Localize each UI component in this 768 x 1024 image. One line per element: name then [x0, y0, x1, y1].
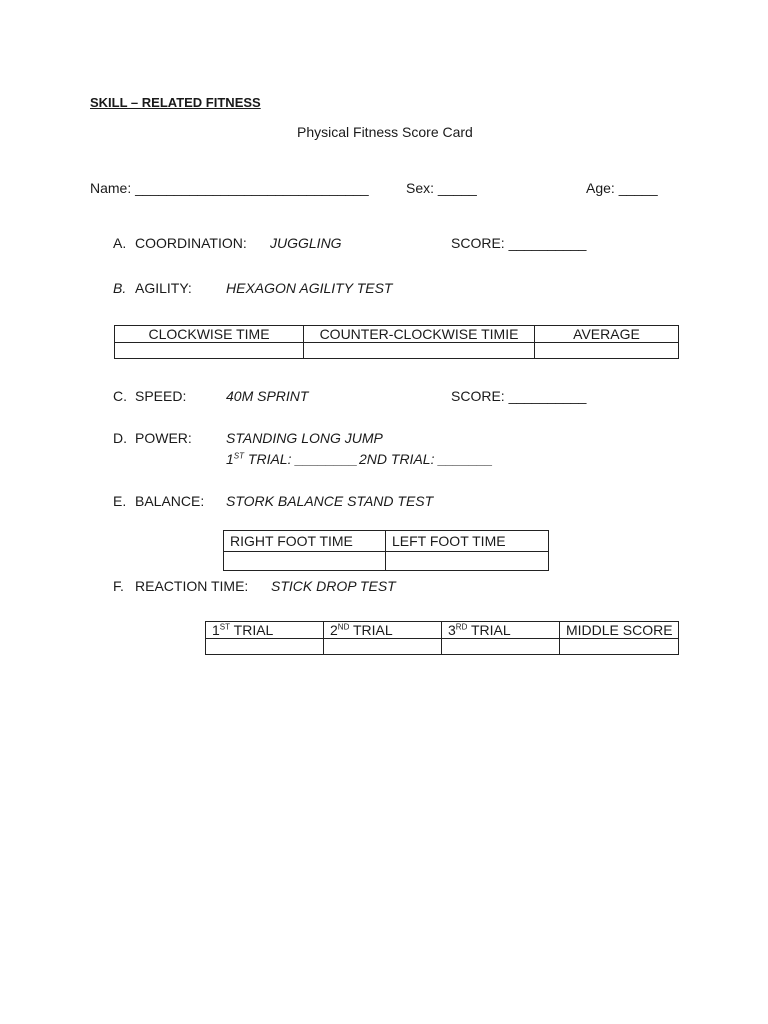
- section-d-test: STANDING LONG JUMP: [226, 430, 383, 446]
- agility-table: [114, 325, 679, 359]
- trial-ordinal: ND: [337, 622, 350, 632]
- agility-header-clockwise: CLOCKWISE TIME: [115, 326, 304, 343]
- table-row: [206, 622, 679, 639]
- power-trial-2: 2ND TRIAL: _______: [359, 451, 493, 467]
- trial-number: 3: [448, 622, 456, 638]
- section-a-score: SCORE: __________: [451, 235, 587, 251]
- section-f-label: REACTION TIME:: [135, 578, 249, 594]
- section-e-test: STORK BALANCE STAND TEST: [226, 493, 434, 509]
- table-row: [115, 326, 679, 343]
- name-field: Name: ______________________________: [90, 180, 369, 196]
- section-b-test: HEXAGON AGILITY TEST: [226, 280, 393, 296]
- reaction-cell-trial-3[interactable]: [442, 639, 560, 655]
- trial-text: TRIAL: ________: [244, 451, 358, 467]
- trial-ordinal: RD: [455, 622, 468, 632]
- agility-header-average: AVERAGE: [535, 326, 679, 343]
- section-c-score: SCORE: __________: [451, 388, 587, 404]
- table-row: [206, 639, 679, 655]
- section-a-label: COORDINATION:: [135, 235, 247, 251]
- section-e-label: BALANCE:: [135, 493, 205, 509]
- sex-field: Sex: _____: [406, 180, 477, 196]
- balance-header-right-foot: RIGHT FOOT TIME: [224, 531, 386, 552]
- power-trial-1: [226, 452, 358, 466]
- balance-cell-right-foot[interactable]: [224, 552, 386, 571]
- reaction-header-trial-1: [206, 622, 324, 639]
- section-d-letter: D.: [113, 430, 127, 446]
- reaction-header-trial-3: [442, 622, 560, 639]
- section-c-label: SPEED:: [135, 388, 187, 404]
- agility-cell-clockwise[interactable]: [115, 343, 304, 359]
- table-row: [115, 343, 679, 359]
- header-text: MIDDLE SCORE: [566, 622, 673, 638]
- section-heading: SKILL – RELATED FITNESS: [90, 95, 261, 110]
- trial-number: 2: [330, 622, 338, 638]
- reaction-cell-trial-2[interactable]: [324, 639, 442, 655]
- agility-cell-counter-clockwise[interactable]: [304, 343, 535, 359]
- reaction-cell-trial-1[interactable]: [206, 639, 324, 655]
- section-a-test: JUGGLING: [270, 235, 342, 251]
- reaction-header-trial-2: [324, 622, 442, 639]
- trial-text: TRIAL: [230, 622, 274, 638]
- reaction-cell-middle-score[interactable]: [560, 639, 679, 655]
- section-c-test: 40M SPRINT: [226, 388, 309, 404]
- trial-number: 1: [212, 622, 220, 638]
- document-title: Physical Fitness Score Card: [297, 124, 473, 140]
- table-row: [224, 531, 549, 552]
- section-b-letter: B.: [113, 280, 127, 296]
- agility-header-counter-clockwise: COUNTER-CLOCKWISE TIMIE: [304, 326, 535, 343]
- trial-text: TRIAL: [467, 622, 511, 638]
- section-b-label: AGILITY:: [135, 280, 192, 296]
- balance-table: [223, 530, 549, 571]
- table-row: [224, 552, 549, 571]
- reaction-table: [205, 621, 679, 655]
- section-d-label: POWER:: [135, 430, 192, 446]
- trial-text: TRIAL: [349, 622, 393, 638]
- trial-number: 1: [226, 451, 234, 467]
- section-e-letter: E.: [113, 493, 127, 509]
- section-c-letter: C.: [113, 388, 127, 404]
- trial-ordinal: ST: [219, 622, 231, 632]
- section-f-letter: F.: [113, 578, 124, 594]
- age-field: Age: _____: [586, 180, 658, 196]
- section-f-test: STICK DROP TEST: [271, 578, 396, 594]
- balance-cell-left-foot[interactable]: [386, 552, 549, 571]
- agility-cell-average[interactable]: [535, 343, 679, 359]
- reaction-header-middle-score: [560, 622, 679, 639]
- trial-ordinal: ST: [233, 451, 245, 461]
- section-a-letter: A.: [113, 235, 127, 251]
- balance-header-left-foot: LEFT FOOT TIME: [386, 531, 549, 552]
